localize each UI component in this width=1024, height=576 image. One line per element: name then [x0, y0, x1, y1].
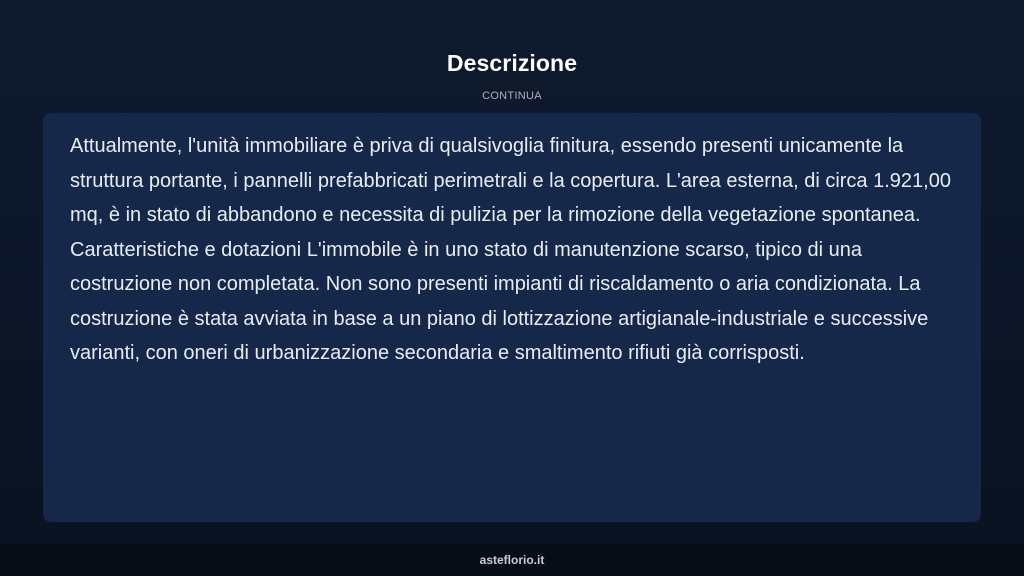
continued-label: CONTINUA: [482, 90, 542, 102]
site-name: asteflorio.it: [479, 553, 545, 567]
description-text: Attualmente, l'unità immobiliare è priva di qualsivoglia finitura, essendo presenti unicamente la struttura portante, i pannelli prefabbricati perimetrali e la copertura. L'area esterna, di circa 1.921,00 mq, è in stato di abbandono e necessita di pulizia per la rimozione della vegetazione spontanea. Caratteristiche e dotazioni L'immobile è in uno stato di manutenzione scarso, tipico di una costruzione non completata. Non sono presenti impianti di riscaldamento o aria condizionata. La costruzione è stata avviata in base a un piano di lottizzazione artigianale-industriale e successive varianti, con oneri di urbanizzazione secondaria e smaltimento rifiuti già corrisposti.: [70, 135, 951, 364]
footer-bar: [0, 544, 1024, 576]
page-title: Descrizione: [446, 50, 578, 76]
description-card: [43, 113, 981, 522]
